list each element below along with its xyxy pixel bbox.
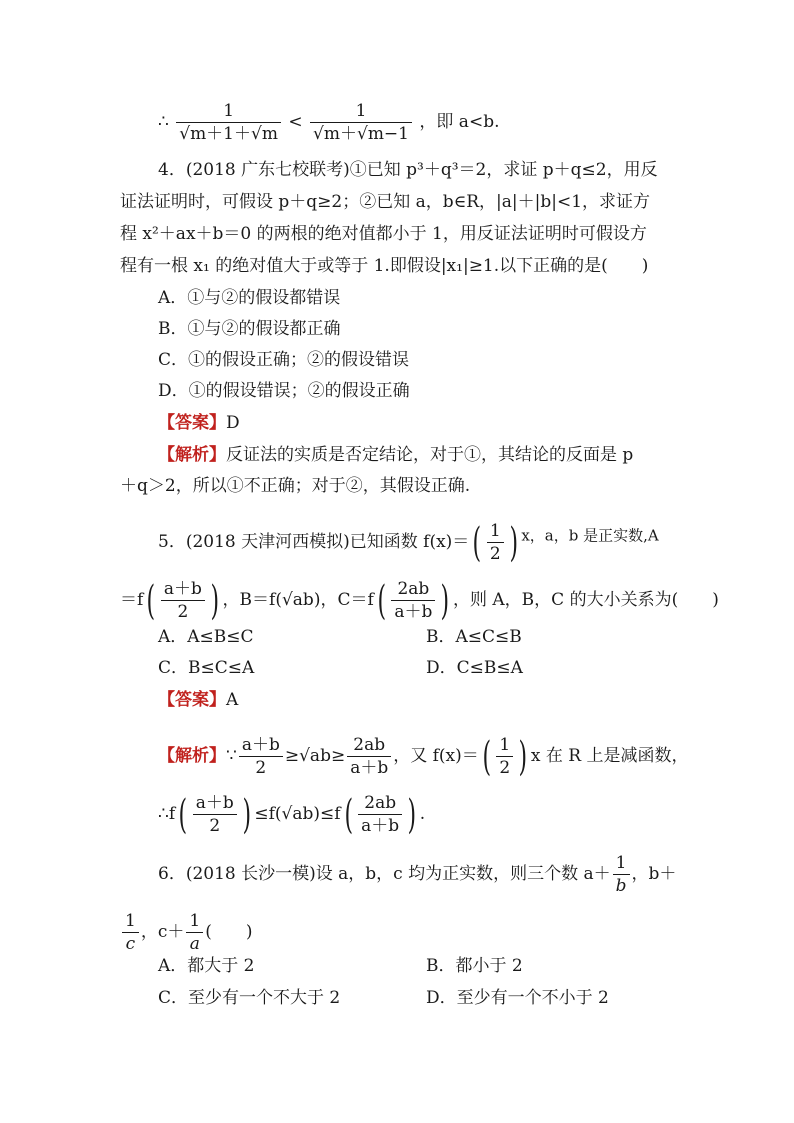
q4-option-b: B．①与②的假设都正确 [158, 319, 341, 339]
q5-analysis-line-2: ∴f( $\frac{a+b}{2}$ ) ≤f(√ab)≤f( $\frac{2ab}{a+b}$ ) . [158, 791, 426, 838]
therefore-symbol: ∴ [158, 112, 169, 132]
q4-analysis-line-2: ＋q＞2，所以①不正确；对于②，其假设正确. [120, 476, 471, 496]
q6-line-1: 6．(2018 长沙一模)设 a，b，c 均为正实数，则三个数 a＋ $\frac{1}{b}$ ，b＋ [158, 853, 677, 896]
q4-option-a: A．①与②的假设都错误 [158, 288, 341, 308]
q6-options-row-1 [158, 956, 718, 976]
q4-answer [158, 413, 718, 433]
q6-option-b: B．都小于 2 [426, 956, 523, 976]
q4-option-d: D．①的假设错误；②的假设正确 [158, 381, 410, 401]
fraction-1: $\frac{1}{√m+1+√m}$ [176, 100, 281, 145]
conclusion-line: ∴ $\frac{1}{√m+1+√m}$ < $\frac{1}{√m+√m-1}$ ，即 a<b. [158, 101, 500, 144]
q6-line-2: $\frac{1}{c}$ ，c＋ $\frac{1}{a}$ ( ) [120, 910, 680, 955]
q5-line-2: ＝f( $\frac{a+b}{2}$ ) ，B＝f(√ab)，C＝f( $\frac{2ab}{a+b}$ ) ，则 A，B，C 的大小关系为( ) [120, 577, 719, 624]
answer-tag: 【答案】 [158, 413, 226, 433]
q5-options-row-2 [158, 658, 718, 678]
fraction-2: $\frac{1}{√m+√m-1}$ [310, 100, 412, 145]
q6-option-a: A．都大于 2 [158, 956, 255, 976]
q5-answer [158, 690, 718, 710]
q6-option-d: D．至少有一个不小于 2 [426, 988, 609, 1008]
q6-options-row-2 [158, 988, 718, 1008]
q6-option-c: C．至少有一个不大于 2 [158, 988, 341, 1008]
q4-line-2: 证法证明时，可假设 p＋q≥2；②已知 a，b∈R，|a|＋|b|<1，求证方 [120, 192, 651, 212]
analysis-tag: 【解析】 [158, 746, 226, 766]
q5-line-1: 5．(2018 天津河西模拟)已知函数 f(x)＝( $\frac{1}{2}$ ) $^{x,a,b 是正实数,A}$ [158, 519, 659, 566]
q5-option-a: A．A≤B≤C [158, 627, 254, 647]
q5-option-d: D．C≤B≤A [426, 658, 523, 678]
q5-analysis-line-1: 【解析】∵ $\frac{a+b}{2}$ ≥√ab≥ $\frac{2ab}{a+b}$ ，又 f(x)＝( $\frac{1}{2}$ ) x 在 R 上是减函数， [158, 733, 689, 780]
q4-line-4: 程有一根 x₁ 的绝对值大于或等于 1.即假设|x₁|≥1.以下正确的是( ) [120, 256, 649, 276]
analysis-tag: 【解析】 [158, 445, 226, 465]
less-than: < [288, 112, 303, 132]
q5-option-b: B．A≤C≤B [426, 627, 522, 647]
q4-option-c: C．①的假设正确；②的假设错误 [158, 350, 410, 370]
answer-value: D [226, 413, 240, 433]
one-half: $\frac{1}{2}$ [487, 520, 504, 565]
q4-analysis-line-1: 【解析】反证法的实质是否定结论，对于①，其结论的反面是 p [158, 445, 634, 465]
answer-value: A [226, 690, 239, 710]
q4-line-3: 程 x²＋ax＋b＝0 的两根的绝对值都小于 1，用反证法证明时可假设方 [120, 224, 647, 244]
q5-option-c: C．B≤C≤A [158, 658, 255, 678]
answer-tag: 【答案】 [158, 690, 226, 710]
q5-options-row-1 [158, 627, 718, 647]
arith-mean-fraction: $\frac{a+b}{2}$ [161, 578, 205, 623]
harmonic-fraction: $\frac{2ab}{a+b}$ [391, 578, 435, 623]
q4-line-1: 4．(2018 广东七校联考)①已知 p³＋q³＝2，求证 p＋q≤2，用反 [158, 160, 658, 180]
